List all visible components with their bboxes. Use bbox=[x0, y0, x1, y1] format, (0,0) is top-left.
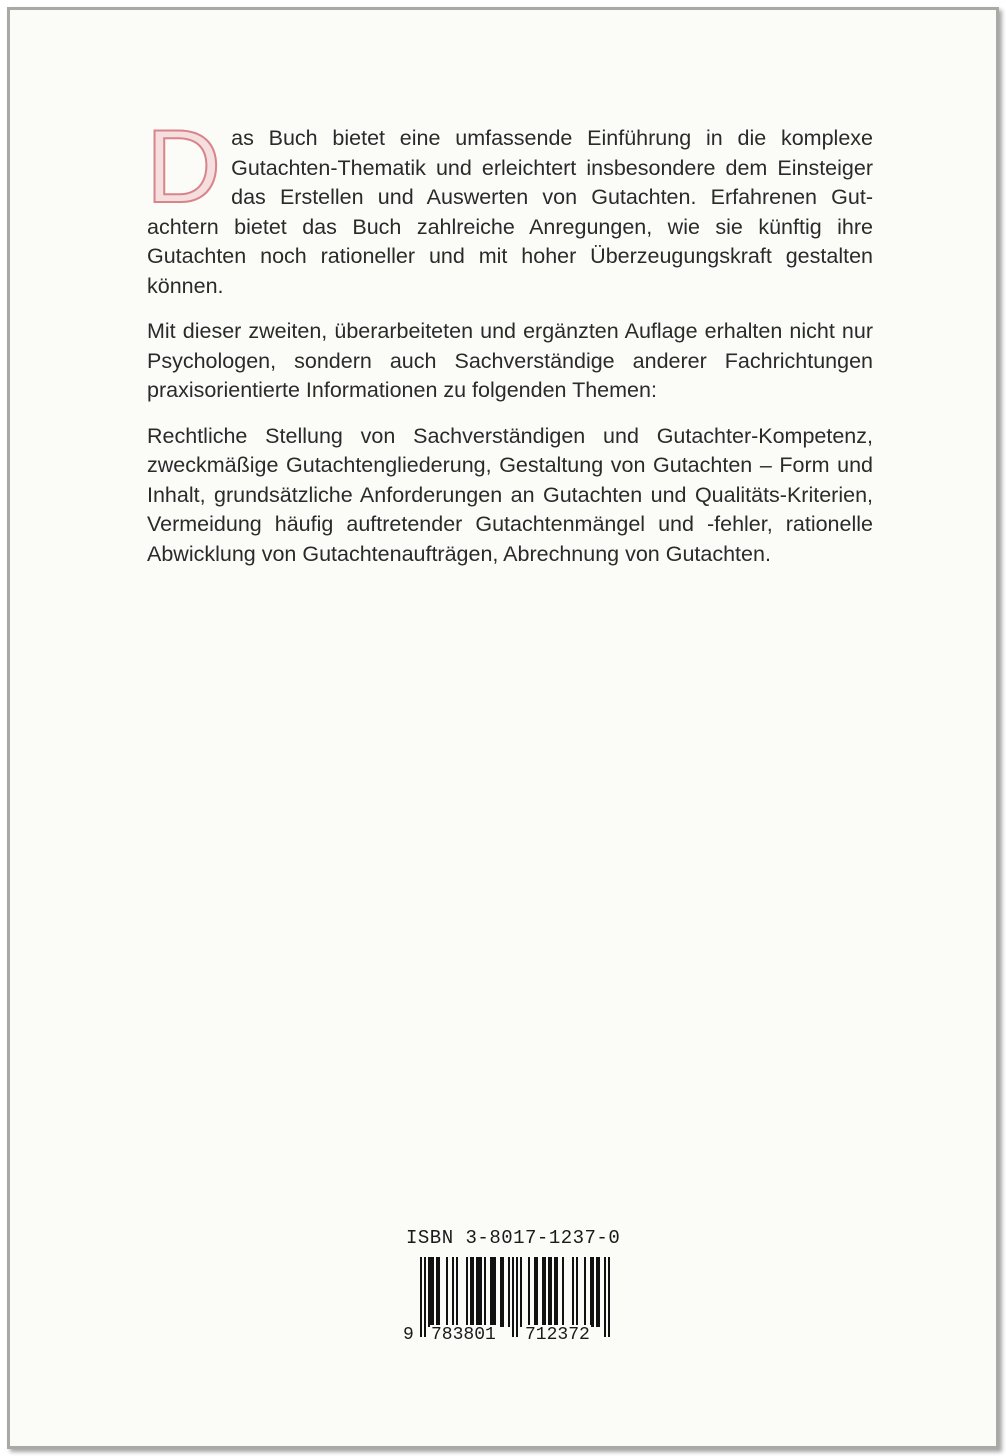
barcode-bar bbox=[436, 1257, 438, 1327]
barcode-bar bbox=[562, 1257, 564, 1327]
isbn-barcode bbox=[402, 1227, 622, 1357]
barcode-bar bbox=[508, 1257, 510, 1327]
barcode-bar bbox=[438, 1257, 440, 1327]
isbn-label: ISBN 3-8017-1237-0 bbox=[406, 1227, 621, 1249]
ean-right-group: 712372 bbox=[525, 1325, 590, 1345]
barcode-bar bbox=[534, 1257, 536, 1327]
barcode-bar bbox=[604, 1257, 606, 1337]
barcode-bar bbox=[516, 1257, 518, 1337]
ean-first-digit: 9 bbox=[403, 1325, 414, 1345]
barcode-bar bbox=[608, 1257, 610, 1337]
barcode-bar bbox=[544, 1257, 546, 1327]
barcode-bar bbox=[502, 1257, 504, 1327]
barcode-bar bbox=[446, 1257, 448, 1327]
barcode-bar bbox=[490, 1257, 492, 1327]
barcode-bar bbox=[470, 1257, 472, 1327]
barcode-bar bbox=[598, 1257, 600, 1327]
ean-left-group: 783801 bbox=[431, 1325, 496, 1345]
barcode-bar bbox=[476, 1257, 478, 1327]
barcode-bar bbox=[466, 1257, 468, 1327]
barcode-bar bbox=[592, 1257, 594, 1327]
paragraph-topics: Rechtliche Stellung von Sachverständigen und Gutachter-Kompetenz, zweckmäßige Gutachtengliederung, Gestaltung von Gutachten – Form und Inhalt, grundsätzliche Anforderungen an Gutachten und Qualitäts-Kriterien, Vermeidung häufig auftretender Gutachtenmängel und -fehler, rationelle Abwicklung von Gutachtenaufträgen, Abrechnung von Gutachten. bbox=[147, 423, 873, 566]
barcode-bar bbox=[536, 1257, 538, 1327]
barcode-bar bbox=[484, 1257, 486, 1327]
barcode-bar bbox=[548, 1257, 550, 1327]
barcode-bar bbox=[452, 1257, 454, 1327]
drop-cap-letter: D bbox=[146, 109, 222, 225]
back-cover bbox=[7, 7, 999, 1449]
barcode-bar bbox=[554, 1257, 556, 1327]
paragraph-edition: Mit dieser zweiten, überarbeiteten und ergänzten Auflage erhalten nicht nur Psychologen, sondern auch Sachverständige anderer Fachrichtungen praxisorientierte Informationen zu folgenden Themen: bbox=[147, 319, 873, 402]
barcode-bar bbox=[528, 1257, 530, 1327]
barcode-bar bbox=[430, 1257, 432, 1327]
barcode-bar bbox=[520, 1257, 522, 1327]
barcode-bar bbox=[550, 1257, 552, 1327]
barcode-bar bbox=[512, 1257, 514, 1337]
barcode-bar bbox=[480, 1257, 482, 1327]
barcode-bar bbox=[492, 1257, 494, 1327]
barcode-bar bbox=[432, 1257, 434, 1327]
barcode-bar bbox=[542, 1257, 544, 1327]
barcode-bar bbox=[556, 1257, 558, 1327]
barcode-bar bbox=[590, 1257, 592, 1327]
barcode-bar bbox=[572, 1257, 574, 1327]
barcode-bar bbox=[456, 1257, 458, 1327]
barcode-bar bbox=[500, 1257, 502, 1327]
barcode-bar bbox=[478, 1257, 480, 1327]
barcode-bar bbox=[424, 1257, 426, 1337]
paragraph-intro-text: as Buch bietet eine umfassende Einführung in die komplexe Gutachten-Thematik und erleichtert insbesondere dem Einsteiger das Erstellen und Auswerten von Gutachten. Erfahrenen Gutachtern bietet das Buch zahlreiche Anregungen, wie sie künftig ihre Gutachten noch rationeller und mit hoher Überzeugungskraft gestalten können. bbox=[147, 126, 873, 298]
barcode-bar bbox=[584, 1257, 586, 1327]
barcode-bar bbox=[494, 1257, 496, 1327]
blurb-text bbox=[146, 109, 873, 585]
paragraph-intro bbox=[146, 109, 873, 301]
barcode-bar bbox=[472, 1257, 474, 1327]
barcode-bar bbox=[576, 1257, 578, 1327]
barcode-bar bbox=[420, 1257, 422, 1337]
barcode-bar bbox=[428, 1257, 430, 1327]
barcode-bar bbox=[596, 1257, 598, 1327]
